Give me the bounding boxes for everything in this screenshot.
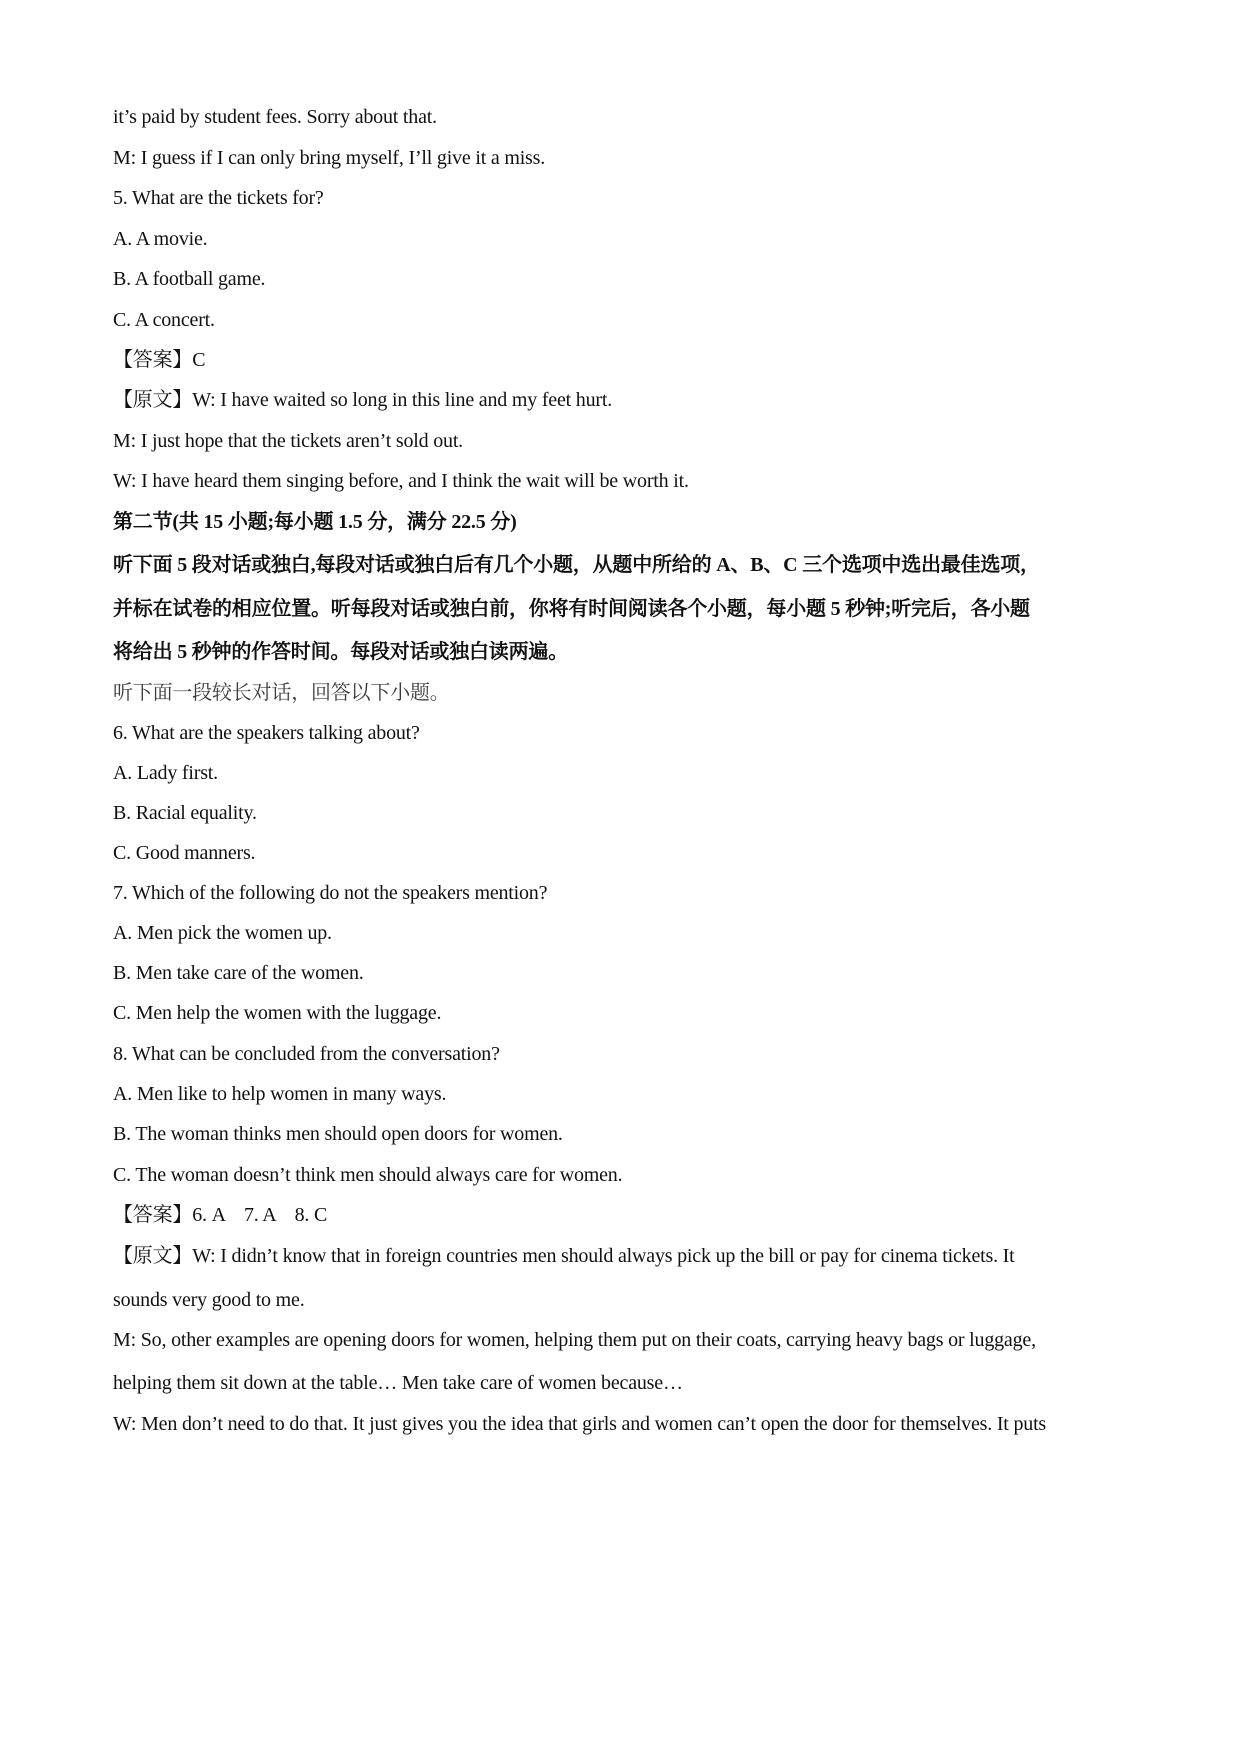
question-5: 5. What are the tickets for? (113, 187, 324, 209)
option-7a: A. Men pick the women up. (113, 922, 332, 944)
option-8a: A. Men like to help women in many ways. (113, 1083, 447, 1105)
section-2-instructions: 将给出 5 秒钟的作答时间。每段对话或独白读两遍。 (113, 641, 568, 663)
option-6b: B. Racial equality. (113, 802, 257, 824)
option-5c: C. A concert. (113, 309, 215, 331)
option-5b: B. A football game. (113, 268, 266, 290)
option-8c: C. The woman doesn’t think men should always care for women. (113, 1164, 623, 1186)
transcript-line: 【原文】W: I have waited so long in this line and my feet hurt. (113, 389, 613, 411)
transcript-line: sounds very good to me. (113, 1289, 305, 1311)
transcript-line: 【原文】W: I didn’t know that in foreign countries men should always pick up the bill or pay for cinema tickets. It (113, 1245, 1015, 1267)
transcript-line: W: I have heard them singing before, and I think the wait will be worth it. (113, 470, 689, 492)
listening-intro: 听下面一段较长对话，回答以下小题。 (113, 682, 450, 704)
text-line: M: I guess if I can only bring myself, I’ll give it a miss. (113, 147, 546, 169)
option-5a: A. A movie. (113, 228, 208, 250)
question-6: 6. What are the speakers talking about? (113, 722, 420, 744)
section-2-title: 第二节(共 15 小题;每小题 1.5 分，满分 22.5 分) (113, 511, 517, 533)
transcript-line: M: I just hope that the tickets aren’t sold out. (113, 430, 463, 452)
option-8b: B. The woman thinks men should open doors for women. (113, 1123, 563, 1145)
section-2-instructions: 并标在试卷的相应位置。听每段对话或独白前，你将有时间阅读各个小题，每小题 5 秒钟;听完后，各小题 (113, 598, 1030, 620)
transcript-line: helping them sit down at the table… Men take care of women because… (113, 1372, 683, 1394)
answer-5: 【答案】C (113, 349, 206, 371)
transcript-line: W: Men don’t need to do that. It just gives you the idea that girls and women can’t open the door for themselves. It puts (113, 1413, 1047, 1435)
question-8: 8. What can be concluded from the conversation? (113, 1043, 500, 1065)
option-6c: C. Good manners. (113, 842, 256, 864)
option-6a: A. Lady first. (113, 762, 218, 784)
question-7: 7. Which of the following do not the speakers mention? (113, 882, 548, 904)
transcript-line: M: So, other examples are opening doors for women, helping them put on their coats, carrying heavy bags or luggage, (113, 1329, 1036, 1351)
section-2-instructions: 听下面 5 段对话或独白,每段对话或独白后有几个小题，从题中所给的 A、B、C 三个选项中选出最佳选项， (113, 554, 1040, 576)
text-line: it’s paid by student fees. Sorry about that. (113, 106, 437, 128)
option-7c: C. Men help the women with the luggage. (113, 1002, 442, 1024)
answer-6-8: 【答案】6. A 7. A 8. C (113, 1204, 328, 1226)
option-7b: B. Men take care of the women. (113, 962, 364, 984)
